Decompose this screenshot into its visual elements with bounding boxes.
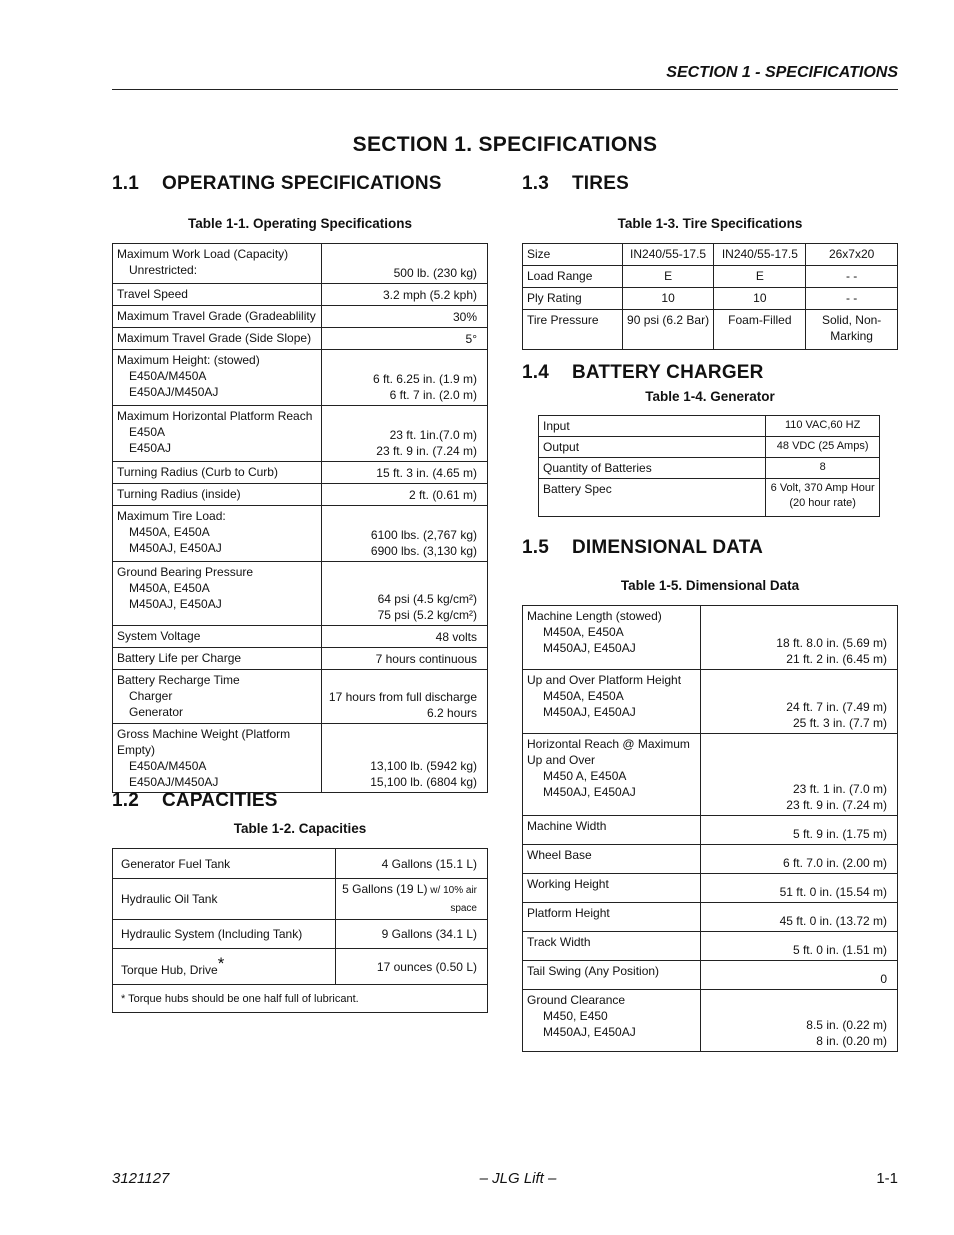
spec-value-cell [322,306,488,328]
spec-label-cell [523,670,701,734]
table-row [113,724,488,793]
spec-label: Maximum Tire Load: [117,509,226,523]
spec-value-cell [322,648,488,670]
spec-sublabel: M450AJ, E450AJ [129,541,222,555]
spec-sublabel: E450A/M450A [129,759,207,773]
spec-value: 23 ft. 1in.(7.0 m) [389,428,477,442]
tire-spec-label: Tire Pressure [523,310,623,350]
spec-label: Battery Recharge Time [117,673,240,687]
section-number: 1.3 [522,173,550,194]
spec-value-cell [322,670,488,724]
caption-table-1-3: Table 1-3. Tire Specifications [617,216,803,231]
spec-label-cell [113,462,322,484]
spec-sublabel: M450A, E450A [129,525,210,539]
spec-label-cell [523,961,701,990]
table-row [113,484,488,506]
table-row [113,284,488,306]
spec-value-cell [322,484,488,506]
capacity-value-cell [336,849,488,879]
capacity-value-cell [336,879,488,920]
spec-label-cell [523,816,701,845]
section-heading-text: CAPACITIES [162,790,278,811]
table-operating-specifications [112,243,488,793]
table-row [113,562,488,626]
table-row [523,670,898,734]
tire-spec-value: 10 [714,288,806,310]
spec-label-cell [113,244,322,284]
table-row [113,670,488,724]
spec-label-cell [113,506,322,562]
spec-label-cell [523,932,701,961]
table-row [113,328,488,350]
spec-value-cell [322,284,488,306]
spec-label: Ground Clearance [527,993,626,1007]
table-row [113,244,488,284]
spec-value: 30% [452,310,477,324]
generator-value: 8 [766,458,880,479]
spec-label-cell [113,670,322,724]
table-row [523,932,898,961]
spec-value: 25 ft. 3 in. (7.7 m) [792,716,887,730]
section-number: 1.2 [112,790,140,811]
capacity-label-cell [113,879,336,920]
capacity-label: Torque Hub, Drive [121,962,218,977]
page-title: SECTION 1. SPECIFICATIONS [352,133,658,156]
capacity-label-cell [113,849,336,879]
spec-label: Maximum Height: (stowed) [117,353,260,367]
spec-value: 8 in. (0.20 m) [816,1034,887,1048]
generator-label: Battery Spec [539,479,766,517]
capacity-value: 5 Gallons (19 L) [342,882,428,896]
spec-label-cell [523,903,701,932]
tire-spec-value: 26x7x20 [806,244,898,266]
spec-label: Horizontal Reach @ Maximum Up and Over [527,737,690,767]
spec-value-cell [700,903,897,932]
spec-value: 75 psi (5.2 kg/cm²) [377,608,477,622]
footer-page-number: 1-1 [876,1170,898,1187]
table-row [113,949,488,985]
table-row [523,310,898,350]
spec-label: System Voltage [117,629,201,643]
table-row [539,437,880,458]
section-heading-text: DIMENSIONAL DATA [572,537,764,558]
table-row [539,416,880,437]
spec-label-cell [113,562,322,626]
spec-value: 45 ft. 0 in. (13.72 m) [779,914,887,928]
tire-spec-value: E [622,266,714,288]
table-generator [538,415,880,517]
spec-value: 3.2 mph (5.2 kph) [382,288,477,302]
spec-sublabel: M450AJ, E450AJ [543,1025,636,1039]
spec-sublabel: E450AJ/M450AJ [129,775,219,789]
footer-center: – JLG Lift – [479,1170,557,1187]
spec-value: 15 ft. 3 in. (4.65 m) [376,466,477,480]
spec-sublabel: Unrestricted: [129,263,198,277]
table-row [523,903,898,932]
tire-spec-value: - - [806,288,898,310]
spec-label: Platform Height [527,906,610,920]
spec-sublabel: E450A [129,425,166,439]
spec-value-cell [700,932,897,961]
table-tire-specifications [522,243,898,350]
spec-value: 0 [880,972,887,986]
caption-table-1-4: Table 1-4. Generator [645,389,775,404]
section-heading-text: TIRES [572,173,629,194]
spec-label-cell [113,406,322,462]
heading-operating-specifications [112,173,442,195]
section-number: 1.4 [522,362,550,383]
table-row [523,266,898,288]
spec-sublabel: Generator [129,705,184,719]
generator-label: Input [539,416,766,437]
spec-value: 8.5 in. (0.22 m) [806,1018,887,1032]
spec-value-cell [700,845,897,874]
table-row [113,462,488,484]
table-row [113,306,488,328]
spec-sublabel: M450A, E450A [129,581,210,595]
capacity-value-note: w/ 10% air space [427,885,477,914]
spec-value: 6900 lbs. (3,130 kg) [370,544,477,558]
spec-sublabel: M450AJ, E450AJ [543,785,636,799]
spec-value: 64 psi (4.5 kg/cm²) [377,592,477,606]
spec-sublabel: E450A/M450A [129,369,207,383]
spec-label-cell [113,626,322,648]
capacity-value-cell [336,920,488,949]
spec-value-cell [322,328,488,350]
spec-label-cell [113,648,322,670]
spec-value: 6100 lbs. (2,767 kg) [370,528,477,542]
spec-sublabel: E450AJ [129,441,172,455]
heading-battery-charger [522,362,764,384]
spec-value: 23 ft. 9 in. (7.24 m) [376,444,477,458]
spec-value: 5 ft. 0 in. (1.51 m) [792,943,887,957]
spec-value-cell [700,734,897,816]
spec-value: 15,100 lb. (6804 kg) [370,775,477,789]
spec-label: Ground Bearing Pressure [117,565,254,579]
tire-spec-label: Load Range [523,266,623,288]
table-row [113,506,488,562]
table-dimensional-data [522,605,898,1052]
spec-sublabel: M450 A, E450A [543,769,627,783]
spec-value: 6 ft. 7.0 in. (2.00 m) [782,856,887,870]
spec-value-cell [322,244,488,284]
spec-label: Turning Radius (Curb to Curb) [117,465,278,479]
spec-label-cell [113,284,322,306]
spec-label-cell [523,874,701,903]
spec-value-cell [322,506,488,562]
spec-label: Wheel Base [527,848,592,862]
spec-value-cell [700,961,897,990]
spec-value: 51 ft. 0 in. (15.54 m) [779,885,887,899]
table-row [523,990,898,1052]
table-capacities [112,848,488,1013]
tire-spec-value: Foam-Filled [714,310,806,350]
running-header: SECTION 1 - SPECIFICATIONS [666,64,898,81]
header-rule [112,89,898,90]
generator-label: Output [539,437,766,458]
spec-label: Machine Length (stowed) [527,609,662,623]
spec-value: 18 ft. 8.0 in. (5.69 m) [776,636,887,650]
heading-tires [522,173,629,195]
tire-spec-value: - - [806,266,898,288]
spec-label-cell [113,350,322,406]
spec-label-cell [113,306,322,328]
table-note-row [113,985,488,1013]
generator-value: 48 VDC (25 Amps) [766,437,880,458]
spec-sublabel: M450A, E450A [543,689,624,703]
spec-value-cell [322,406,488,462]
spec-value-cell [322,724,488,793]
tire-spec-value: 10 [622,288,714,310]
table-row [113,879,488,920]
spec-sublabel: M450AJ, E450AJ [543,641,636,655]
generator-value: 6 Volt, 370 Amp Hour (20 hour rate) [766,479,880,517]
capacity-value: 17 ounces (0.50 L) [376,959,477,974]
spec-label: Battery Life per Charge [117,651,242,665]
section-heading-text: OPERATING SPECIFICATIONS [162,173,442,194]
table-row [113,626,488,648]
table-row [523,961,898,990]
spec-sublabel: M450AJ, E450AJ [129,597,222,611]
capacity-label-cell [113,949,336,985]
spec-value: 24 ft. 7 in. (7.49 m) [786,700,887,714]
table-row [523,288,898,310]
spec-value-cell [700,990,897,1052]
heading-capacities [112,790,278,812]
table-row [523,874,898,903]
spec-label: Track Width [527,935,591,949]
table-row [523,734,898,816]
spec-value-cell [700,670,897,734]
spec-value: 6.2 hours [426,706,477,720]
capacity-value: 4 Gallons (15.1 L) [381,856,477,871]
tire-spec-value: IN240/55-17.5 [714,244,806,266]
section-number: 1.1 [112,173,140,194]
spec-label: Turning Radius (inside) [117,487,241,501]
tire-spec-value: IN240/55-17.5 [622,244,714,266]
spec-sublabel: E450AJ/M450AJ [129,385,219,399]
table-row [113,406,488,462]
tire-spec-label: Ply Rating [523,288,623,310]
table-row [523,816,898,845]
spec-label-cell [113,724,322,793]
table-row [523,244,898,266]
spec-label: Maximum Horizontal Platform Reach [117,409,313,423]
table-row [539,458,880,479]
spec-value-cell [322,562,488,626]
spec-value: 23 ft. 9 in. (7.24 m) [786,798,887,812]
caption-table-1-1: Table 1-1. Operating Specifications [187,216,413,231]
spec-label: Maximum Travel Grade (Gradeablility [117,309,316,323]
caption-table-1-2: Table 1-2. Capacities [233,821,367,836]
spec-value: 6 ft. 6.25 in. (1.9 m) [372,372,477,386]
capacity-label: Generator Fuel Tank [121,856,231,871]
spec-value-cell [700,874,897,903]
spec-label: Tail Swing (Any Position) [527,964,660,978]
spec-label: Maximum Travel Grade (Side Slope) [117,331,312,345]
spec-label-cell [523,845,701,874]
table-row [113,920,488,949]
table-row [523,845,898,874]
capacity-value: 9 Gallons (34.1 L) [381,927,477,941]
spec-sublabel: M450A, E450A [543,625,624,639]
table-note: * Torque hubs should be one half full of lubricant. [113,985,488,1013]
heading-dimensional-data [522,537,763,559]
generator-label: Quantity of Batteries [539,458,766,479]
spec-label-cell [523,990,701,1052]
table-row [113,849,488,879]
spec-value-cell [700,816,897,845]
spec-value-cell [700,606,897,670]
spec-value: 48 volts [435,630,477,644]
capacity-label-cell [113,920,336,949]
spec-value: 17 hours from full discharge [328,690,477,704]
tire-spec-value: E [714,266,806,288]
capacity-value-cell [336,949,488,985]
spec-label-cell [113,328,322,350]
spec-value: 13,100 lb. (5942 kg) [370,759,477,773]
spec-value: 23 ft. 1 in. (7.0 m) [792,782,887,796]
table-row [113,648,488,670]
spec-value: 6 ft. 7 in. (2.0 m) [389,388,477,402]
tire-spec-value: Solid, Non-Marking [806,310,898,350]
spec-value: 7 hours continuous [375,652,477,666]
section-number: 1.5 [522,537,550,558]
spec-label: Working Height [527,877,609,891]
generator-value: 110 VAC,60 HZ [766,416,880,437]
spec-value: 500 lb. (230 kg) [393,266,477,280]
spec-label-cell [523,734,701,816]
spec-value-cell [322,350,488,406]
spec-value: 5° [465,332,477,346]
spec-sublabel: Charger [129,689,173,703]
spec-value-cell [322,626,488,648]
spec-value: 5 ft. 9 in. (1.75 m) [792,827,887,841]
spec-label: Travel Speed [117,287,188,301]
tire-spec-value: 90 psi (6.2 Bar) [622,310,714,350]
table-row [113,350,488,406]
table-row [539,479,880,517]
spec-sublabel: M450, E450 [543,1009,608,1023]
spec-label: Machine Width [527,819,607,833]
capacity-label: Hydraulic System (Including Tank) [121,927,303,941]
spec-value: 2 ft. (0.61 m) [408,488,477,502]
asterisk-mark: * [217,953,225,973]
footer-doc-number: 3121127 [112,1170,170,1187]
section-heading-text: BATTERY CHARGER [572,362,764,383]
spec-label: Gross Machine Weight (Platform Empty) [117,727,291,757]
spec-label-cell [113,484,322,506]
capacity-label: Hydraulic Oil Tank [121,892,218,906]
spec-value-cell [322,462,488,484]
caption-table-1-5: Table 1-5. Dimensional Data [620,578,800,593]
spec-sublabel: M450AJ, E450AJ [543,705,636,719]
spec-label: Up and Over Platform Height [527,673,682,687]
spec-label: Maximum Work Load (Capacity) [117,247,289,261]
tire-spec-label: Size [523,244,623,266]
table-row [523,606,898,670]
spec-label-cell [523,606,701,670]
spec-value: 21 ft. 2 in. (6.45 m) [786,652,887,666]
